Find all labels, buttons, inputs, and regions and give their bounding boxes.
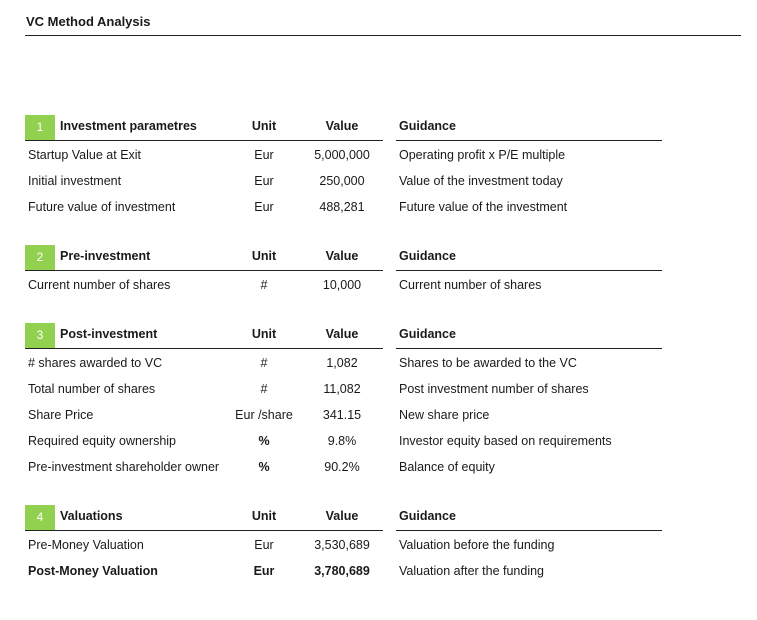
row-unit: # [260, 278, 268, 292]
table-row [0, 274, 757, 296]
row-label: Startup Value at Exit [28, 148, 142, 162]
header-divider [25, 348, 383, 349]
row-guidance: Operating profit x P/E multiple [399, 148, 566, 162]
table-row [0, 378, 757, 400]
row-value: 341.15 [322, 408, 362, 422]
row-label: Initial investment [28, 174, 122, 188]
row-value: 3,530,689 [314, 538, 370, 552]
guidance-column-header: Guidance [399, 119, 456, 133]
table-row [0, 170, 757, 192]
title-divider [25, 35, 741, 36]
row-value: 3,780,689 [314, 564, 370, 578]
row-guidance: Valuation after the funding [399, 564, 545, 578]
row-value: 90.2% [324, 460, 360, 474]
row-label: Current number of shares [28, 278, 171, 292]
section-header [0, 505, 757, 533]
header-divider [25, 270, 383, 271]
row-value: 11,082 [323, 382, 361, 396]
guidance-divider [396, 530, 662, 531]
guidance-divider [396, 348, 662, 349]
section-number-badge: 4 [25, 505, 55, 530]
section-number-badge: 1 [25, 115, 55, 140]
guidance-column-header: Guidance [399, 509, 456, 523]
row-guidance: Investor equity based on requirements [399, 434, 612, 448]
section-header [0, 115, 757, 143]
row-label: Pre-Money Valuation [28, 538, 144, 552]
guidance-divider [396, 270, 662, 271]
guidance-column-header: Guidance [399, 327, 456, 341]
row-unit: Eur [254, 200, 274, 214]
page-title: VC Method Analysis [26, 14, 151, 29]
row-guidance: Shares to be awarded to the VC [399, 356, 577, 370]
unit-column-header: Unit [251, 509, 277, 523]
header-divider [25, 530, 383, 531]
row-guidance: Balance of equity [399, 460, 495, 474]
row-guidance: Future value of the investment [399, 200, 568, 214]
row-unit: Eur [254, 148, 274, 162]
row-guidance: Post investment number of shares [399, 382, 589, 396]
row-unit: % [258, 460, 270, 474]
value-column-header: Value [325, 327, 359, 341]
table-row [0, 560, 757, 582]
section-number-badge: 2 [25, 245, 55, 270]
row-value: 488,281 [319, 200, 365, 214]
table-row [0, 404, 757, 426]
section-title: Valuations [60, 509, 123, 523]
row-unit: Eur [253, 564, 275, 578]
section-title: Post-investment [60, 327, 158, 341]
value-column-header: Value [325, 509, 359, 523]
table-row [0, 196, 757, 218]
value-column-header: Value [325, 249, 359, 263]
row-label: Required equity ownership [28, 434, 177, 448]
row-label: Total number of shares [28, 382, 156, 396]
row-unit: # [260, 382, 268, 396]
unit-column-header: Unit [251, 327, 277, 341]
unit-column-header: Unit [251, 119, 277, 133]
table-row [0, 456, 757, 478]
section-title: Investment parametres [60, 119, 197, 133]
table-row [0, 144, 757, 166]
row-label: Post-Money Valuation [28, 564, 158, 578]
row-value: 10,000 [322, 278, 362, 292]
header-divider [25, 140, 383, 141]
row-guidance: Valuation before the funding [399, 538, 555, 552]
unit-column-header: Unit [251, 249, 277, 263]
guidance-divider [396, 140, 662, 141]
row-value: 250,000 [319, 174, 365, 188]
table-row [0, 534, 757, 556]
row-unit: Eur [254, 174, 274, 188]
row-label: Pre-investment shareholder owner [28, 460, 220, 474]
row-guidance: Current number of shares [399, 278, 542, 292]
row-unit: % [258, 434, 270, 448]
section-title: Pre-investment [60, 249, 151, 263]
row-label: Share Price [28, 408, 94, 422]
row-unit: # [260, 356, 268, 370]
section-header [0, 245, 757, 273]
row-value: 1,082 [326, 356, 358, 370]
table-row [0, 430, 757, 452]
section-header [0, 323, 757, 351]
value-column-header: Value [325, 119, 359, 133]
row-guidance: New share price [399, 408, 490, 422]
row-value: 9.8% [327, 434, 357, 448]
row-label: # shares awarded to VC [28, 356, 163, 370]
row-unit: Eur /share [235, 408, 293, 422]
guidance-column-header: Guidance [399, 249, 456, 263]
table-row [0, 352, 757, 374]
row-unit: Eur [254, 538, 274, 552]
row-value: 5,000,000 [314, 148, 370, 162]
section-number-badge: 3 [25, 323, 55, 348]
row-label: Future value of investment [28, 200, 176, 214]
row-guidance: Value of the investment today [399, 174, 563, 188]
